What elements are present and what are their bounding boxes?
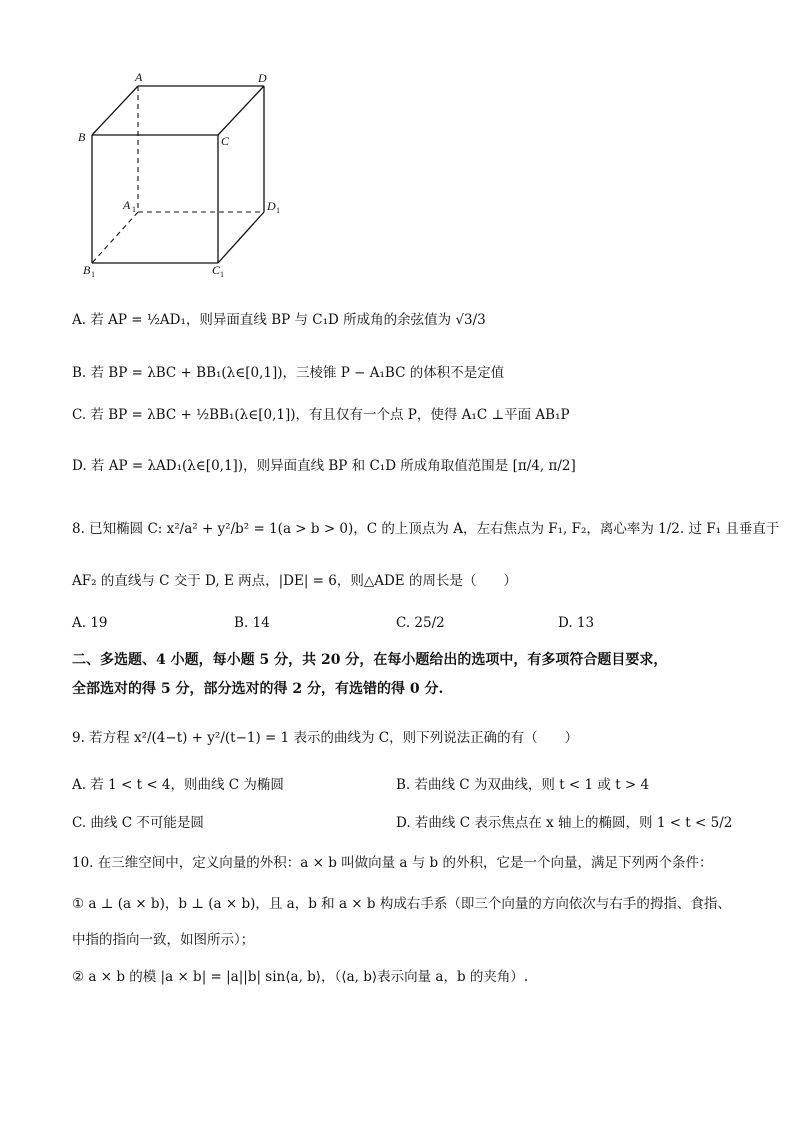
q9-option-c: C. 曲线 C 不可能是圆 [72, 815, 204, 831]
label-B1: B [83, 263, 91, 277]
label-A1-sub: 1 [132, 205, 136, 214]
q8-option-c: C. 25/2 [396, 615, 445, 631]
q10-line3: 中指的指向一致，如图所示）； [72, 932, 255, 948]
q9-option-b: B. 若曲线 C 为双曲线，则 t < 1 或 t > 4 [396, 777, 650, 793]
q8-stem-line1: 8. 已知椭圆 C: x²/a² + y²/b² = 1(a > b > 0)，C 的上顶点为 A，左右焦点为 F₁, F₂，离心率为 1/2. 过 F₁ 且垂直于 [72, 521, 780, 537]
label-D: D [258, 71, 267, 85]
label-A1: A [123, 198, 131, 212]
edge-C1D1 [218, 212, 264, 263]
q10-line4: ② a × b 的模 |a × b| = |a||b| sin⟨a, b⟩，（⟨a, b⟩表示向量 a，b 的夹角）. [72, 969, 529, 985]
cube-figure [70, 68, 310, 283]
q9-option-d: D. 若曲线 C 表示焦点在 x 轴上的椭圆，则 1 < t < 5/2 [396, 815, 733, 831]
label-C: C [221, 134, 230, 148]
q9-option-a: A. 若 1 < t < 4，则曲线 C 为椭圆 [72, 777, 284, 793]
q10-line1: 10. 在三维空间中，定义向量的外积：a × b 叫做向量 a 与 b 的外积，它是一个向量，满足下列两个条件： [72, 855, 713, 871]
edge-BA [92, 86, 138, 135]
q8-option-b: B. 14 [234, 615, 270, 631]
edge-CD [218, 86, 264, 135]
label-C1: C [212, 263, 221, 277]
label-B: B [78, 130, 86, 144]
q9-stem: 9. 若方程 x²/(4−t) + y²/(t−1) = 1 表示的曲线为 C，则下列说法正确的有（ ） [72, 730, 579, 746]
q7-option-a: A. 若 AP = ½AD₁，则异面直线 BP 与 C₁D 所成角的余弦值为 √3/3 [72, 312, 486, 328]
label-B1-sub: 1 [91, 270, 95, 279]
q10-line2: ① a ⊥ (a × b)，b ⊥ (a × b)，且 a，b 和 a × b 构成右手系（即三个向量的方向依次与右手的拇指、食指、 [72, 896, 731, 912]
q7-option-b: B. 若 BP = λBC + BB₁(λ∈[0,1])，三棱锥 P − A₁BC 的体积不是定值 [72, 365, 505, 381]
section2-heading-line2: 全部选对的得 5 分，部分选对的得 2 分，有选错的得 0 分. [72, 681, 444, 697]
edge-A1B1-hidden [92, 212, 138, 263]
label-D1-sub: 1 [276, 206, 280, 215]
q8-option-a: A. 19 [72, 615, 108, 631]
q7-option-c: C. 若 BP = λBC + ½BB₁(λ∈[0,1])，有且仅有一个点 P，使得 A₁C ⊥平面 AB₁P [72, 407, 570, 423]
q7-option-d: D. 若 AP = λAD₁(λ∈[0,1])，则异面直线 BP 和 C₁D 所成角取值范围是 [π/4, π/2] [72, 458, 576, 474]
q8-stem-line2: AF₂ 的直线与 C 交于 D, E 两点，|DE| = 6，则△ADE 的周长是（ ） [72, 573, 517, 589]
section2-heading-line1: 二、多选题、4 小题，每小题 5 分，共 20 分，在每小题给出的选项中，有多项符合题目要求， [72, 652, 668, 668]
label-D1: D [267, 199, 276, 213]
label-A: A [135, 70, 143, 84]
label-C1-sub: 1 [220, 270, 224, 279]
q8-option-d: D. 13 [558, 615, 595, 631]
